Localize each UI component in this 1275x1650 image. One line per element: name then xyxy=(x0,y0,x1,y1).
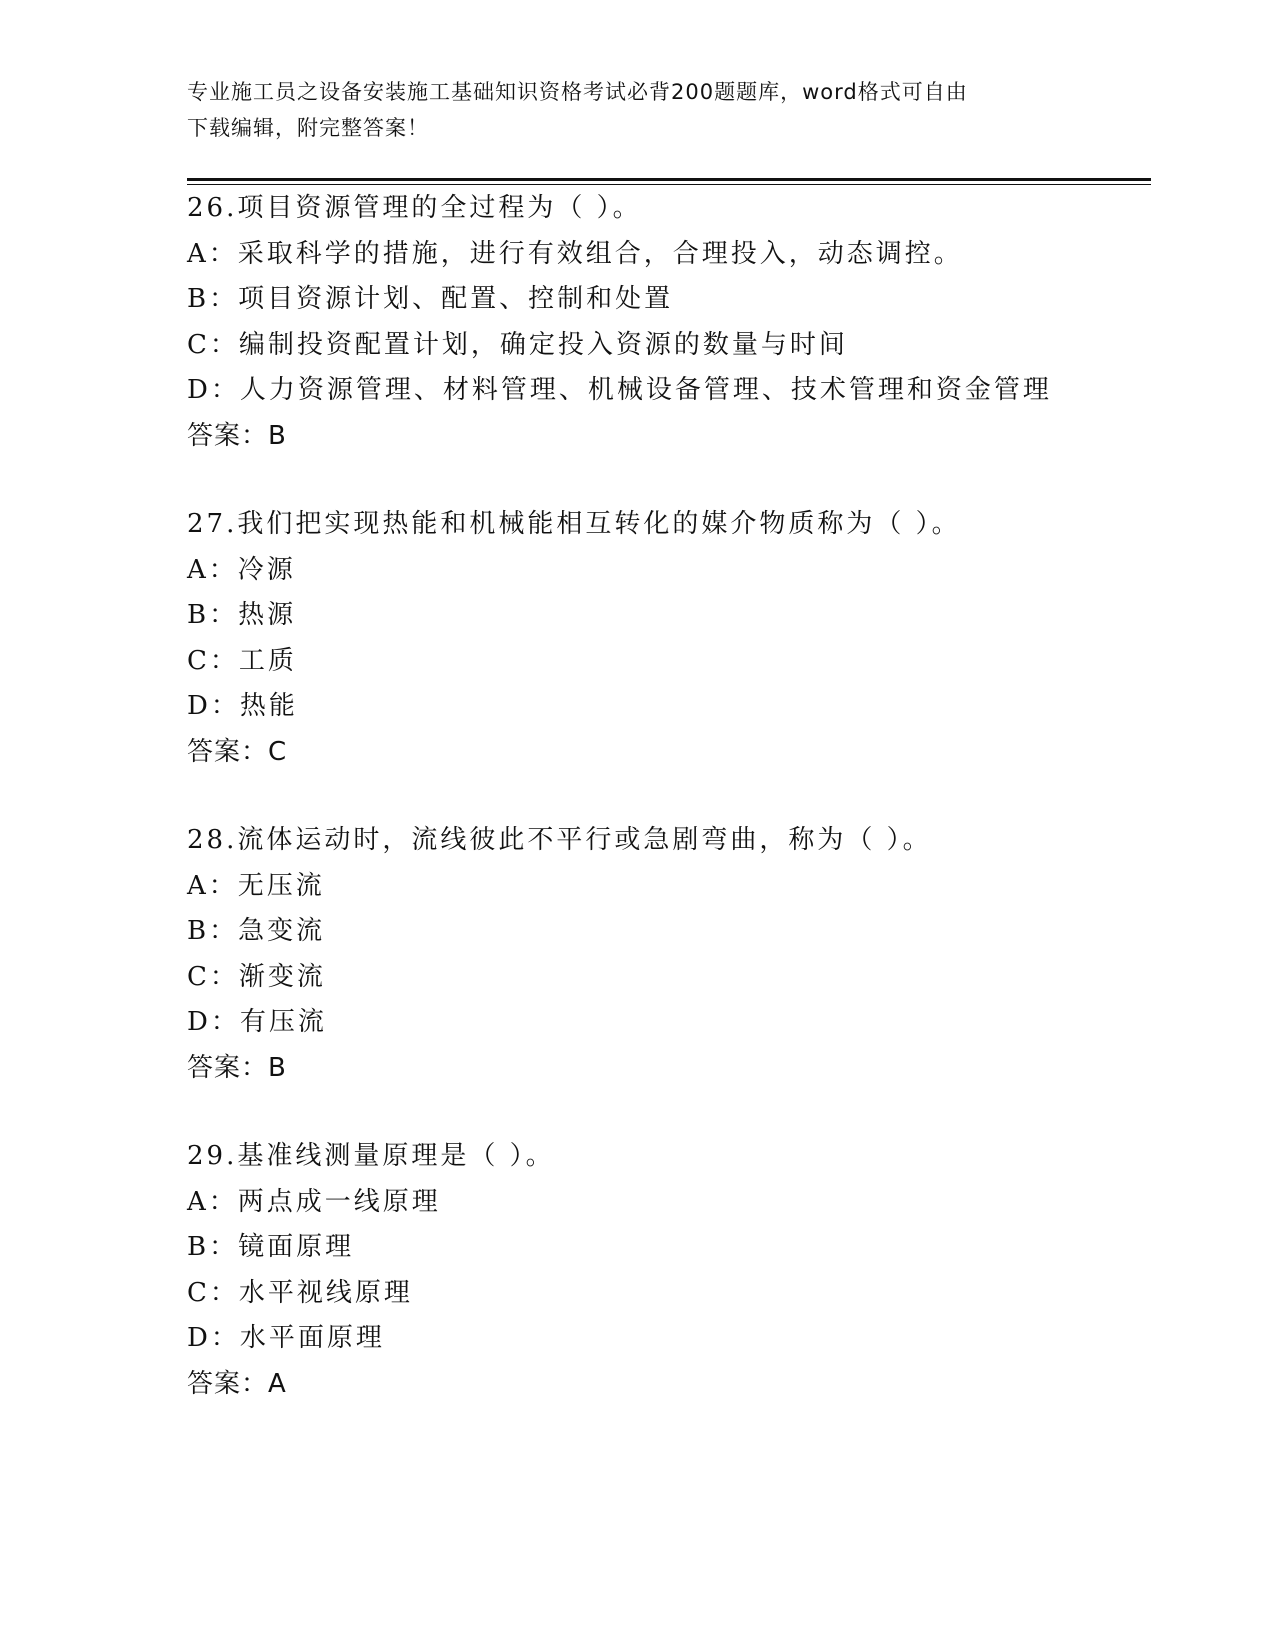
option-d: D：人力资源管理、材料管理、机械设备管理、技术管理和资金管理 xyxy=(187,375,1052,405)
option-c: C：渐变流 xyxy=(187,961,326,992)
question-stem: 26.项目资源管理的全过程为（ ）。 xyxy=(187,193,642,223)
question-28 xyxy=(187,818,1147,1091)
option-a: A：两点成一线原理 xyxy=(187,1186,441,1217)
header-line-1: 专业施工员之设备安装施工基础知识资格考试必背200题题库，word格式可自由 xyxy=(187,80,968,104)
option-a: A：冷源 xyxy=(187,554,296,585)
option-c: C：工质 xyxy=(187,645,297,676)
option-b: B：热源 xyxy=(187,600,297,630)
document-header xyxy=(187,74,1087,146)
option-d: D：水平面原理 xyxy=(187,1323,385,1353)
option-b: B：急变流 xyxy=(187,916,326,946)
answer-line: 答案：B xyxy=(187,420,287,451)
option-b: B：镜面原理 xyxy=(187,1232,355,1262)
question-27 xyxy=(187,502,1147,775)
answer-line: 答案：C xyxy=(187,736,288,767)
option-b: B：项目资源计划、配置、控制和处置 xyxy=(187,284,674,314)
answer-line: 答案：A xyxy=(187,1368,287,1399)
option-d: D：热能 xyxy=(187,691,298,721)
question-26 xyxy=(187,186,1147,459)
header-line-2: 下载编辑，附完整答案！ xyxy=(187,116,429,140)
question-stem: 29.基准线测量原理是（ ）。 xyxy=(187,1141,555,1171)
option-c: C：水平视线原理 xyxy=(187,1277,413,1308)
option-a: A：无压流 xyxy=(187,870,325,901)
header-divider-thin xyxy=(187,184,1151,185)
question-stem: 27.我们把实现热能和机械能相互转化的媒介物质称为（ ）。 xyxy=(187,509,961,539)
option-d: D：有压流 xyxy=(187,1007,327,1037)
question-stem: 28.流体运动时，流线彼此不平行或急剧弯曲，称为（ ）。 xyxy=(187,825,932,855)
answer-line: 答案：B xyxy=(187,1052,287,1083)
question-29 xyxy=(187,1134,1147,1407)
header-divider-thick xyxy=(187,178,1151,181)
option-c: C：编制投资配置计划，确定投入资源的数量与时间 xyxy=(187,329,848,360)
option-a: A：采取科学的措施，进行有效组合，合理投入，动态调控。 xyxy=(187,238,963,269)
